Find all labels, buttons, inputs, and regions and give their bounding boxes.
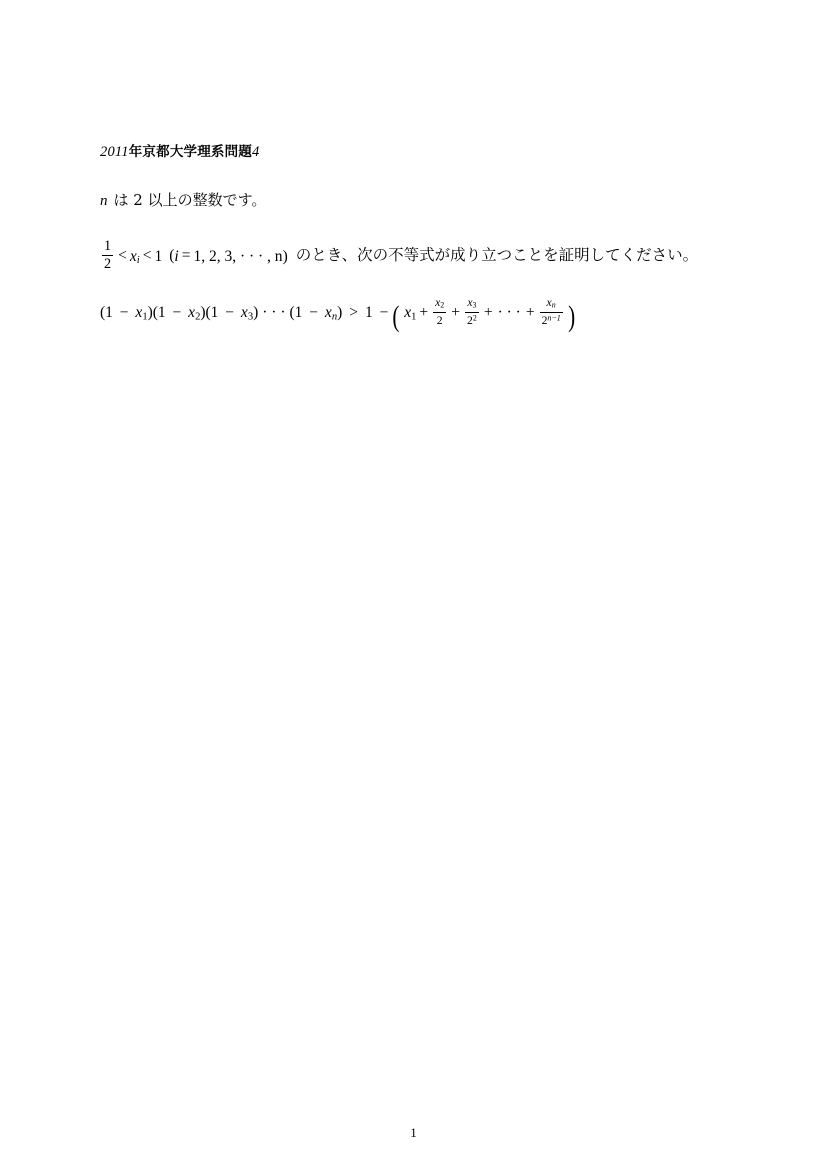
title-year: 2011 — [100, 144, 129, 160]
inequality-paragraph: $(1 - x_1)(1 - x_2)(1 - x_3)$ · · · $(1 - x_n) > 1$ − ( $x_1$ + $\frac{x_2}{2}$ + $\frac{x_3}{2^2}$ + · · · + $\frac{x_n}{2^{n-1}}$ ) — [100, 295, 575, 334]
product-factor-3: $(1 - x_3)$ — [205, 304, 259, 323]
intro-text: は 2 以上の整数です。 — [113, 191, 267, 209]
condition-text: のとき、次の不等式が成り立つことを証明してください。 — [295, 246, 699, 265]
sum-term-1: $x_1$ — [404, 304, 417, 323]
index-equals: = — [181, 247, 191, 265]
sum-plus-2: + — [451, 304, 460, 322]
condition-variable-subscript: i — [136, 254, 140, 266]
page-number: 1 — [410, 1125, 417, 1140]
fraction-one-half — [102, 239, 113, 274]
product-factor-n: $(1 - x_n)$ — [289, 304, 343, 323]
inequality-relation: > — [349, 304, 358, 322]
index-paren-close: ) — [282, 247, 288, 265]
fraction-numerator: 1 — [102, 239, 113, 257]
condition-variable-x: x — [129, 247, 137, 265]
sum-plus-4: + — [525, 304, 535, 322]
index-variable: i — [174, 247, 179, 265]
index-list: 1, 2, 3, · · · , n — [193, 247, 283, 265]
product-factor-1: $(1 - x_1)$ — [100, 304, 153, 323]
relation-less-than-2: < — [142, 247, 152, 265]
sum-plus-3: + — [483, 304, 493, 322]
sum-term-n: $\frac{x_n}{2^{n-1}}$ — [541, 295, 561, 327]
product-factor-2: $(1 - x_2)$ — [152, 304, 206, 323]
title-problem-number: 4 — [252, 144, 260, 160]
sum-ellipsis: · · · — [497, 304, 521, 322]
relation-less-than-1: < — [118, 247, 127, 265]
title-main-text: 年京都大学理系問題 — [128, 144, 253, 160]
condition-paragraph — [100, 239, 740, 274]
right-side-lead: 1 − — [365, 304, 389, 322]
intro-variable: n — [100, 193, 108, 209]
fraction-denominator: 2 — [104, 256, 112, 273]
document-content — [100, 140, 740, 334]
sum-term-2: $\frac{x_2}{2}$ — [435, 295, 445, 327]
intro-paragraph — [100, 189, 740, 213]
sum-term-3: $\frac{x_3}{2^2}$ — [467, 295, 477, 327]
condition-upper-bound: 1 — [154, 247, 163, 265]
page-title — [100, 140, 740, 161]
sum-plus-1: + — [419, 304, 429, 322]
index-paren-open: ( — [169, 247, 175, 265]
product-ellipsis: · · · — [262, 304, 286, 322]
